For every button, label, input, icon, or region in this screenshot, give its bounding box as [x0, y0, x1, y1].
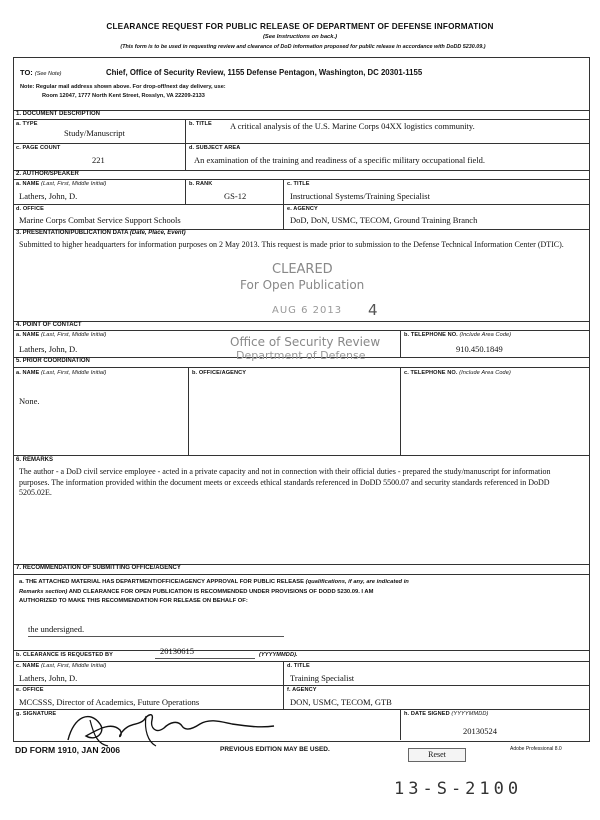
rule — [13, 143, 589, 144]
subject-field[interactable]: An examination of the training and readiness of a specific military occupational field. — [194, 155, 486, 165]
rule — [13, 330, 589, 331]
coord-phone-label: c. TELEPHONE NO. (Include Area Code) — [404, 370, 511, 376]
rule — [13, 661, 589, 662]
submitter-office-field[interactable]: MCCSSS, Director of Academics, Future Operations — [19, 697, 200, 707]
office-label: d. OFFICE — [16, 206, 44, 212]
see-instructions: (See Instructions on back.) — [262, 34, 338, 40]
rule — [13, 321, 589, 322]
reset-button[interactable]: Reset — [408, 748, 466, 762]
section-2-heading: 2. AUTHOR/SPEAKER — [16, 171, 79, 177]
rule — [283, 179, 284, 229]
author-name-field[interactable]: Lathers, John, D. — [19, 191, 78, 201]
rule — [13, 685, 589, 686]
rule — [185, 179, 186, 204]
rank-label: b. RANK — [189, 181, 213, 187]
remarks-field[interactable]: The author - a DoD civil service employee - acted in a private capacity and not in connection with their official duties - prepared the study/manuscript for information purposes. The information provided within the document meets or exceeds ethical standards referenced in DoDD 5500.07 and security standards referenced in DoDD 5205.02E. — [19, 467, 551, 497]
behalf-of-field[interactable]: the undersigned. — [28, 624, 85, 634]
submitter-agency-field[interactable]: DON, USMC, TECOM, GTB — [290, 697, 392, 707]
rule — [400, 709, 401, 740]
cleared-stamp: CLEARED — [272, 262, 333, 277]
security-review-stamp: Office of Security Review — [230, 335, 381, 349]
rule — [13, 574, 589, 575]
rule — [400, 367, 401, 455]
rule — [400, 330, 401, 357]
submitter-name-field[interactable]: Lathers, John, D. — [19, 673, 78, 683]
poc-name-label: a. NAME (Last, First, Middle Initial) — [16, 332, 107, 338]
rule — [13, 455, 589, 456]
section-7-heading: 7. RECOMMENDATION OF SUBMITTING OFFICE/AGENCY — [16, 565, 181, 571]
osr-address: Chief, Office of Security Review, 1155 Defense Pentagon, Washington, DC 20301-1155 — [106, 68, 423, 77]
clearance-date-format: (YYYYMMDD). — [259, 652, 298, 658]
type-label: a. TYPE — [16, 121, 38, 127]
date-signed-label: h. DATE SIGNED (YYYYMMDD) — [404, 711, 489, 717]
behalf-underline — [28, 636, 284, 637]
coord-name-field[interactable]: None. — [19, 396, 40, 406]
submitter-name-label: c. NAME (Last, First, Middle Initial) — [16, 663, 107, 669]
approval-statement: a. THE ATTACHED MATERIAL HAS DEPARTMENT/OFFICE/AGENCY APPROVAL FOR PUBLIC RELEASE (qualifications, if any, are indicated in Remarks section) AND CLEARANCE FOR OPEN PUBLICATION IS RECOMMENDED UNDER PROVISIONS OF DODD 5230.09. I AM AUTHORIZED TO MAKE THIS RECOMMENDATION FOR RELEASE ON BEHALF OF: — [19, 579, 409, 604]
title-label: b. TITLE — [189, 121, 212, 127]
rule — [13, 119, 589, 120]
page-count-label: c. PAGE COUNT — [16, 145, 61, 151]
type-field[interactable]: Study/Manuscript — [64, 128, 125, 138]
to-label: TO: (See Note) — [20, 68, 62, 77]
cleared-stamp-subtitle: For Open Publication — [240, 278, 365, 292]
clearance-date-field[interactable]: 20130615 — [160, 646, 194, 656]
dod-stamp: Department of Defense — [236, 349, 366, 362]
poc-name-field[interactable]: Lathers, John, D. — [19, 344, 78, 354]
submitter-agency-label: f. AGENCY — [287, 687, 317, 693]
form-title: CLEARANCE REQUEST FOR PUBLIC RELEASE OF DEPARTMENT OF DEFENSE INFORMATION — [106, 22, 494, 31]
poc-phone-field[interactable]: 910.450.1849 — [456, 344, 503, 354]
section-5-heading: 5. PRIOR COORDINATION — [16, 358, 90, 364]
agency-label: e. AGENCY — [287, 206, 318, 212]
rule — [13, 204, 589, 205]
office-field[interactable]: Marine Corps Combat Service Support Schools — [19, 215, 181, 225]
poc-phone-label: b. TELEPHONE NO. (Include Area Code) — [404, 332, 512, 338]
signature-label: g. SIGNATURE — [16, 711, 57, 717]
rule — [13, 170, 589, 171]
page-count-field[interactable]: 221 — [92, 155, 105, 165]
rule — [13, 367, 589, 368]
coord-name-label: a. NAME (Last, First, Middle Initial) — [16, 370, 107, 376]
cleared-stamp-number: 4 — [368, 301, 378, 319]
section-3-heading: 3. PRESENTATION/PUBLICATION DATA (Date, Place, Event) — [16, 230, 186, 236]
handwritten-case-number: 13-S-2100 — [394, 779, 523, 799]
title-field[interactable]: A critical analysis of the U.S. Marine Corps 04XX logistics community. — [230, 121, 475, 131]
subject-label: d. SUBJECT AREA — [189, 145, 241, 151]
rule — [188, 367, 189, 455]
rule — [13, 179, 589, 180]
author-name-label: a. NAME (Last, First, Middle Initial) — [16, 181, 107, 187]
coord-office-label: b. OFFICE/AGENCY — [192, 370, 247, 376]
rule — [185, 119, 186, 170]
section-6-heading: 6. REMARKS — [16, 457, 54, 463]
rule — [283, 661, 284, 709]
author-title-field[interactable]: Instructional Systems/Training Specialist — [290, 191, 430, 201]
previous-edition-note: PREVIOUS EDITION MAY BE USED. — [220, 746, 330, 753]
section-4-heading: 4. POINT OF CONTACT — [16, 322, 82, 328]
form-id: DD FORM 1910, JAN 2006 — [15, 745, 121, 755]
submitter-title-field[interactable]: Training Specialist — [290, 673, 355, 683]
presentation-data-field[interactable]: Submitted to higher headquarters for information purposes on 2 May 2013. This request is made prior to submission to the Defense Technical Information Center (DTIC). — [19, 240, 564, 249]
rule — [13, 650, 589, 651]
rank-field[interactable]: GS-12 — [224, 191, 247, 201]
section-1-heading: 1. DOCUMENT DESCRIPTION — [16, 111, 101, 117]
dropoff-address: Room 12047, 1777 North Kent Street, Rosslyn, VA 22209-2133 — [42, 93, 205, 99]
handwritten-signature — [60, 706, 290, 748]
author-title-label: c. TITLE — [287, 181, 310, 187]
form-purpose: (This form is to be used in requesting review and clearance of DoD information proposed for public release in accordance with DoDD 5230.09.) — [120, 44, 486, 50]
clearance-date-underline — [155, 658, 255, 659]
clearance-date-label: b. CLEARANCE IS REQUESTED BY — [16, 652, 113, 658]
dropoff-note: Note: Regular mail address shown above. For drop-off/next day delivery, use: — [20, 84, 226, 90]
agency-field[interactable]: DoD, DoN, USMC, TECOM, Ground Training Branch — [290, 215, 478, 225]
cleared-stamp-date: AUG 6 2013 — [272, 305, 343, 316]
submitter-title-label: d. TITLE — [287, 663, 310, 669]
adobe-version: Adobe Professional 8.0 — [510, 746, 562, 752]
submitter-office-label: e. OFFICE — [16, 687, 44, 693]
date-signed-field[interactable]: 20130524 — [463, 726, 497, 736]
